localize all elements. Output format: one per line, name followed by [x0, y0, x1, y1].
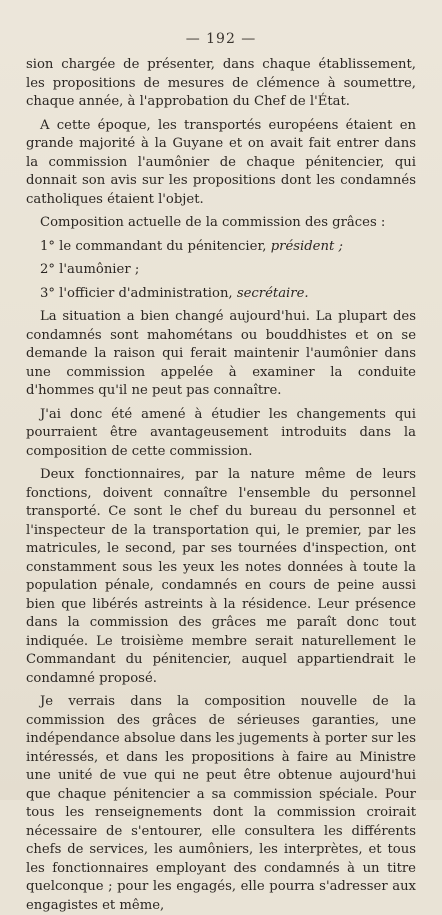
list-item-1-text: 1° le commandant du pénitencier,: [40, 238, 271, 254]
page-number: — 192 —: [185, 31, 257, 47]
list-item-2-text: 2° l'aumônier ;: [40, 262, 140, 277]
paragraph-5: J'ai donc été amené à étudier les changements qui pourraient être avantageusement introduits dans la composition de cette commission.: [26, 406, 416, 459]
list-item-3: [26, 285, 416, 304]
paragraph-1: sion chargée de présenter, dans chaque établissement, les propositions de mesures de clémence à soumettre, chaque année, à l'approbation du Chef de l'État.: [26, 57, 416, 109]
paragraph-7: Je verrais dans la composition nouvelle de la commission des grâces de sérieuses garanties, une indépendance absolue dans les jugements à porter sur les intéressés, et dans les propositions à faire au Ministre une unité de vue qui ne peut être obtenue aujourd'hui que chaque pénitencier a sa commission spéciale. Pour tous les renseignements dont la commission croirait nécessaire de s'entourer, elle consultera les différents chefs de services, les aumôniers, les interprètes, et tous les fonctionnaires employant des condamnés à un titre quelconque ; pour les engagés, elle pourra s'adresser aux engagistes et même,: [26, 694, 416, 913]
paragraph-6: Deux fonctionnaires, par la nature même de leurs fonctions, doivent connaître l'ensemble du personnel transporté. Ce sont le chef du bureau du personnel et l'inspecteur de la transportation qui, le premier, par les matricules, le second, par ses tournées d'inspection, ont constamment sous les yeux les notes données à toute la population pénale, condamnés en cours de peine aussi bien que libérés astreints à la résidence. Leur présence dans la commission des grâces me paraît donc tout indiquée. Le troisième membre serait naturellement le Commandant du pénitencier, auquel appartiendrait le condamné proposé.: [26, 467, 416, 686]
list-item-2: [26, 261, 416, 280]
paragraph-3: Composition actuelle de la commission des grâces :: [40, 215, 386, 230]
paragraph-4: La situation a bien changé aujourd'hui. La plupart des condamnés sont mahométans ou bouddhistes et on se demande la raison qui ferait maintenir l'aumônier dans une commission appelée à examiner la conduite d'hommes qu'il ne peut pas connaître.: [26, 309, 416, 398]
list-item-1-emphasis: président ;: [270, 238, 343, 254]
list-item-1: [26, 238, 416, 257]
list-item-3-text: 3° l'officier d'administration,: [40, 285, 237, 301]
list-item-3-emphasis: secrétaire.: [236, 285, 309, 301]
paragraph-2: A cette époque, les transportés européens étaient en grande majorité à la Guyane et on avait fait entrer dans la commission l'aumônier de chaque pénitencier, qui donnait son avis sur les propositions dont les condamnés catholiques étaient l'objet.: [26, 117, 416, 207]
